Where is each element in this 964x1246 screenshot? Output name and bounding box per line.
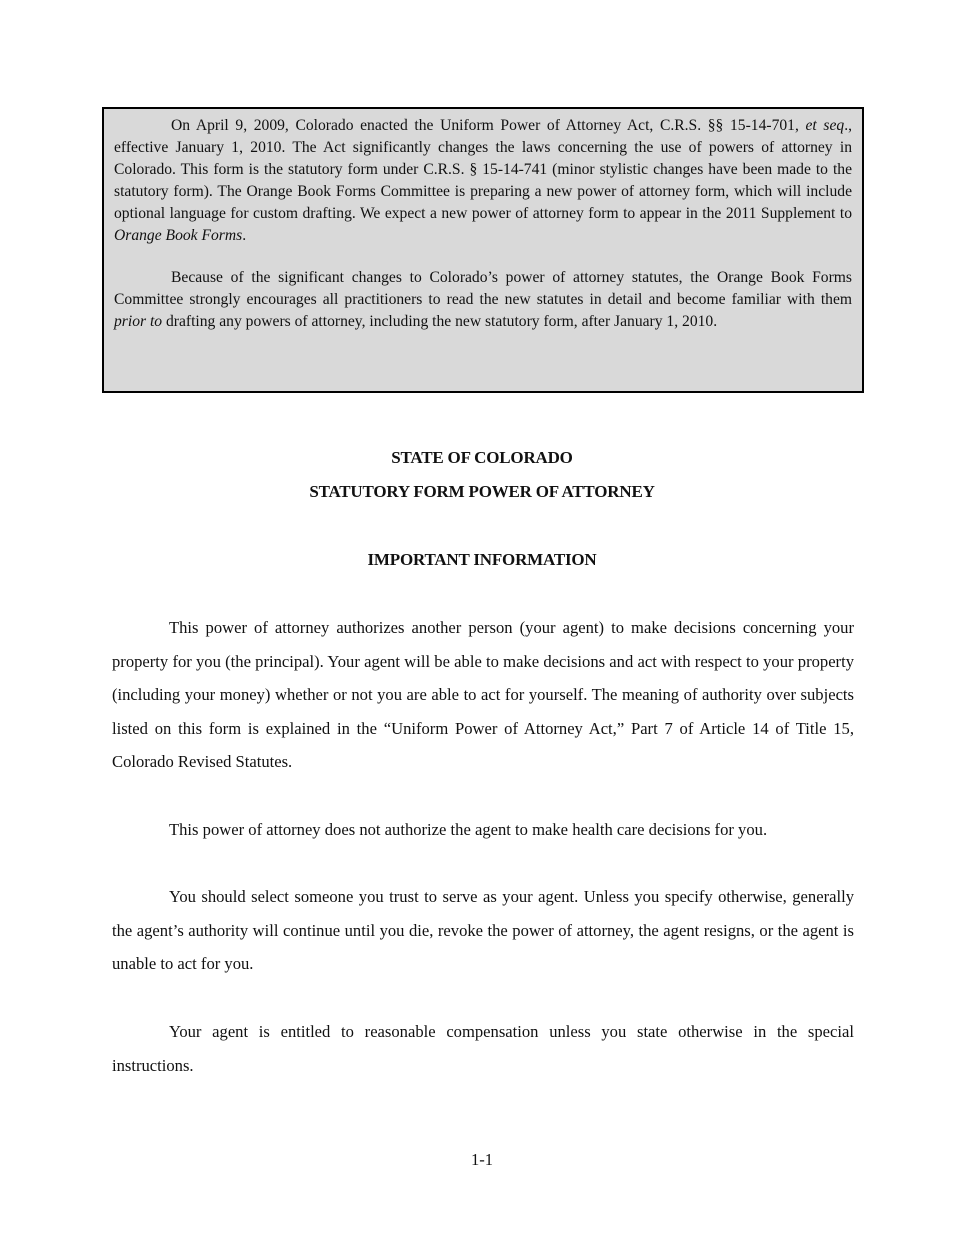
- heading-state: STATE OF COLORADO: [391, 448, 573, 467]
- body-paragraph-3: You should select someone you trust to serve as your agent. Unless you specify otherwise, generally the agent’s authority will continue until you die, revoke the power of attorney, the agent resigns, or the agent is unable to act for you.: [112, 887, 854, 973]
- page-number: 1-1: [470, 1150, 494, 1169]
- body-paragraph-4: Your agent is entitled to reasonable compensation unless you state otherwise in the special instructions.: [112, 1022, 854, 1075]
- notice-prior-to: prior to: [114, 313, 163, 330]
- notice-book-title: Orange Book Forms: [114, 227, 243, 244]
- notice-paragraph-1: On April 9, 2009, Colorado enacted the Uniform Power of Attorney Act, C.R.S. §§ 15-14-701, et seq., effective January 1, 2010. The Act significantly changes the laws concerning the use of powers of attorney in Colorado. This form is the statutory form under C.R.S. § 15-14-741 (minor stylistic changes have been made to the statutory form). The Orange Book Forms Committee is preparing a new power of attorney form, which will include optional language for custom drafting. We expect a new power of attorney form to appear in the 2011 Supplement to Orange Book Forms.: [114, 117, 852, 244]
- body-paragraph-1: This power of attorney authorizes another person (your agent) to make decisions concerning your property for you (the principal). Your agent will be able to make decisions and act with respect to your property (including your money) whether or not you are able to act for yourself. The meaning of authority over subjects listed on this form is explained in the “Uniform Power of Attorney Act,” Part 7 of Article 14 of Title 15, Colorado Revised Statutes.: [112, 618, 854, 771]
- heading-important-information: IMPORTANT INFORMATION: [367, 550, 597, 569]
- notice-paragraph-2: Because of the significant changes to Colorado’s power of attorney statutes, the Orange Book Forms Committee strongly encourages all practitioners to read the new statutes in detail and become familiar with them prior to drafting any powers of attorney, including the new statutory form, after January 1, 2010.: [114, 269, 852, 330]
- notice-box: [102, 107, 864, 393]
- body-paragraph-2: This power of attorney does not authorize the agent to make health care decisions for you.: [169, 820, 768, 839]
- heading-form-title: STATUTORY FORM POWER OF ATTORNEY: [309, 482, 655, 501]
- notice-et-seq: et seq: [805, 117, 845, 134]
